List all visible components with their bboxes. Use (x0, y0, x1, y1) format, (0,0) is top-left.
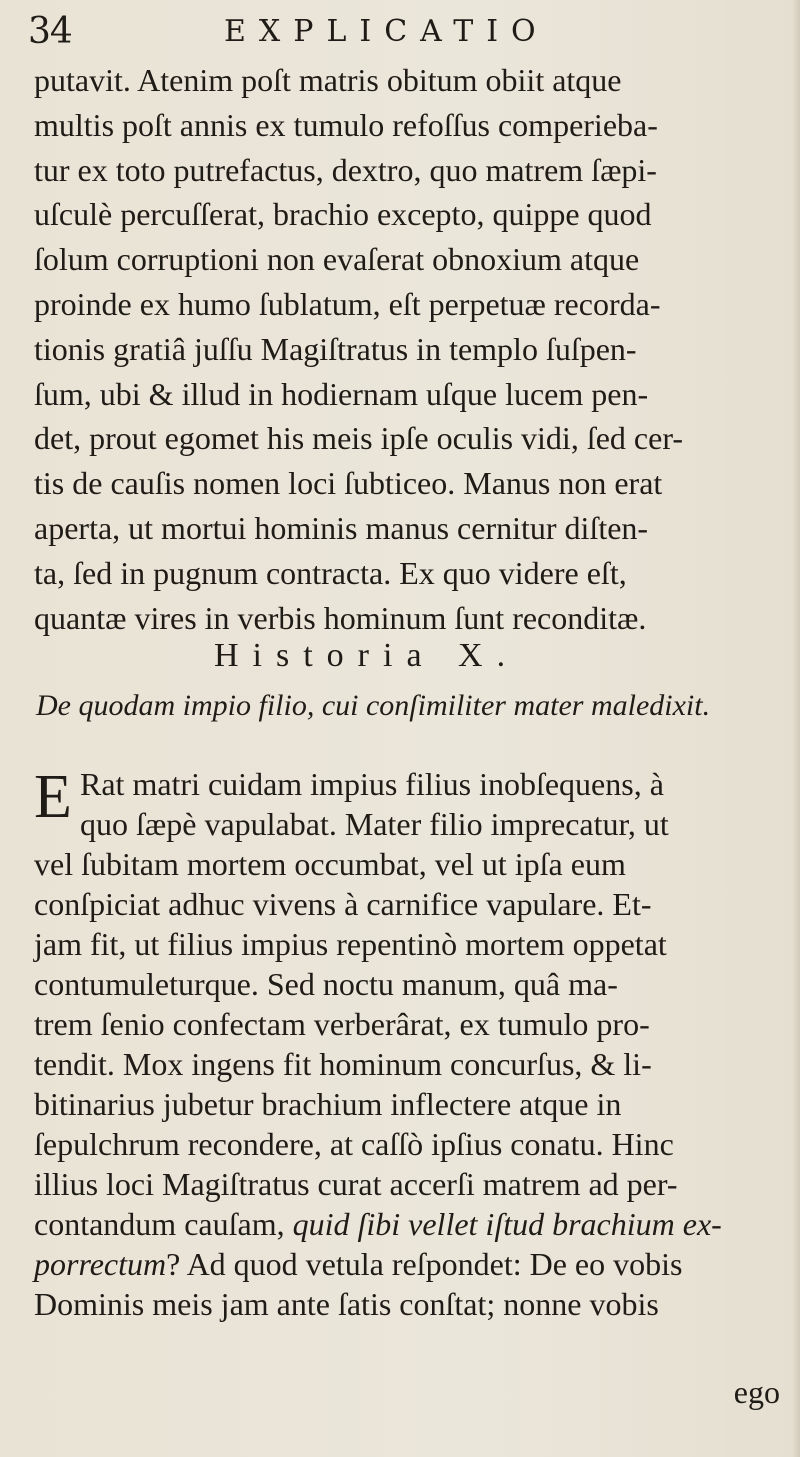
text-line: quo ſæpè vapulabat. Mater filio imprecatur, ut (80, 806, 669, 842)
text-line: aperta, ut mortui hominis manus cernitur diſten- (34, 509, 649, 546)
text-line: bitinarius jubetur brachium inflectere atque in (34, 1086, 622, 1122)
text-line: tendit. Mox ingens fit hominum concurſus, & li- (34, 1046, 652, 1082)
text-italic: porrectum (34, 1246, 167, 1282)
text-block-top (34, 58, 784, 640)
text-line: tionis gratiâ juſſu Magiſtratus in templo ſuſpen- (34, 330, 637, 367)
text-line: tis de cauſis nomen loci ſubticeo. Manus non erat (34, 465, 663, 502)
section-title: Historia X. (214, 637, 520, 674)
catchword-row (34, 1372, 780, 1412)
page-number: 34 (28, 11, 72, 52)
text-line: conſpiciat adhuc vivens à carnifice vapulare. Et- (34, 886, 652, 922)
text-block-body (34, 764, 794, 1324)
section-subtitle: De quodam impio filio, cui conſimiliter mater maledixit. (36, 689, 711, 722)
text-line: trem ſenio confectam verberârat, ex tumulo pro- (34, 1006, 650, 1042)
text-line: Dominis meis jam ante ſatis conſtat; nonne vobis (34, 1286, 659, 1322)
text-line: tur ex toto putrefactus, dextro, quo matrem ſæpi- (34, 151, 657, 188)
text-plain: ? Ad quod vetula reſpondet: De eo vobis (166, 1246, 683, 1282)
catchword: ego (733, 1374, 780, 1410)
drop-cap: E (34, 763, 72, 831)
section-heading (0, 628, 800, 758)
text-line-mixed (34, 1204, 794, 1244)
running-title: EXPLICATIO (224, 14, 549, 49)
text-line: multis poſt annis ex tumulo refoſſus comperieba- (34, 106, 658, 143)
text-italic: quid ſibi vellet iſtud brachium ex- (292, 1206, 722, 1242)
text-line: ſolum corruptioni non evaſerat obnoxium atque (34, 241, 640, 278)
text-line: contumuleturque. Sed noctu manum, quâ ma- (34, 966, 618, 1002)
text-line: illius loci Magiſtratus curat accerſi matrem ad per- (34, 1166, 678, 1202)
text-line-mixed (34, 1244, 794, 1284)
text-line: quantæ vires in verbis hominum ſunt reconditæ. (34, 599, 647, 636)
text-line: det, prout egomet his meis ipſe oculis vidi, ſed cer- (34, 420, 683, 457)
text-line: uſculè percuſſerat, brachio excepto, quippe quod (34, 196, 652, 233)
text-line: vel ſubitam mortem occumbat, vel ut ipſa eum (34, 846, 626, 882)
text-line: jam fit, ut filius impius repentinò mortem oppetat (34, 926, 667, 962)
text-plain: contandum cauſam, (34, 1206, 293, 1242)
text-line: ſepulchrum recondere, at caſſò ipſius conatu. Hinc (34, 1126, 674, 1162)
text-line: ſum, ubi & illud in hodiernam uſque lucem pen- (34, 375, 649, 412)
text-line: proinde ex humo ſublatum, eſt perpetuæ recorda- (34, 285, 661, 322)
text-line: putavit. Atenim poſt matris obitum obiit atque (34, 62, 622, 98)
running-head (28, 8, 768, 54)
text-line: ta, ſed in pugnum contracta. Ex quo videre eſt, (34, 554, 627, 591)
text-line: Rat matri cuidam impius filius inobſequens, à (80, 766, 664, 802)
